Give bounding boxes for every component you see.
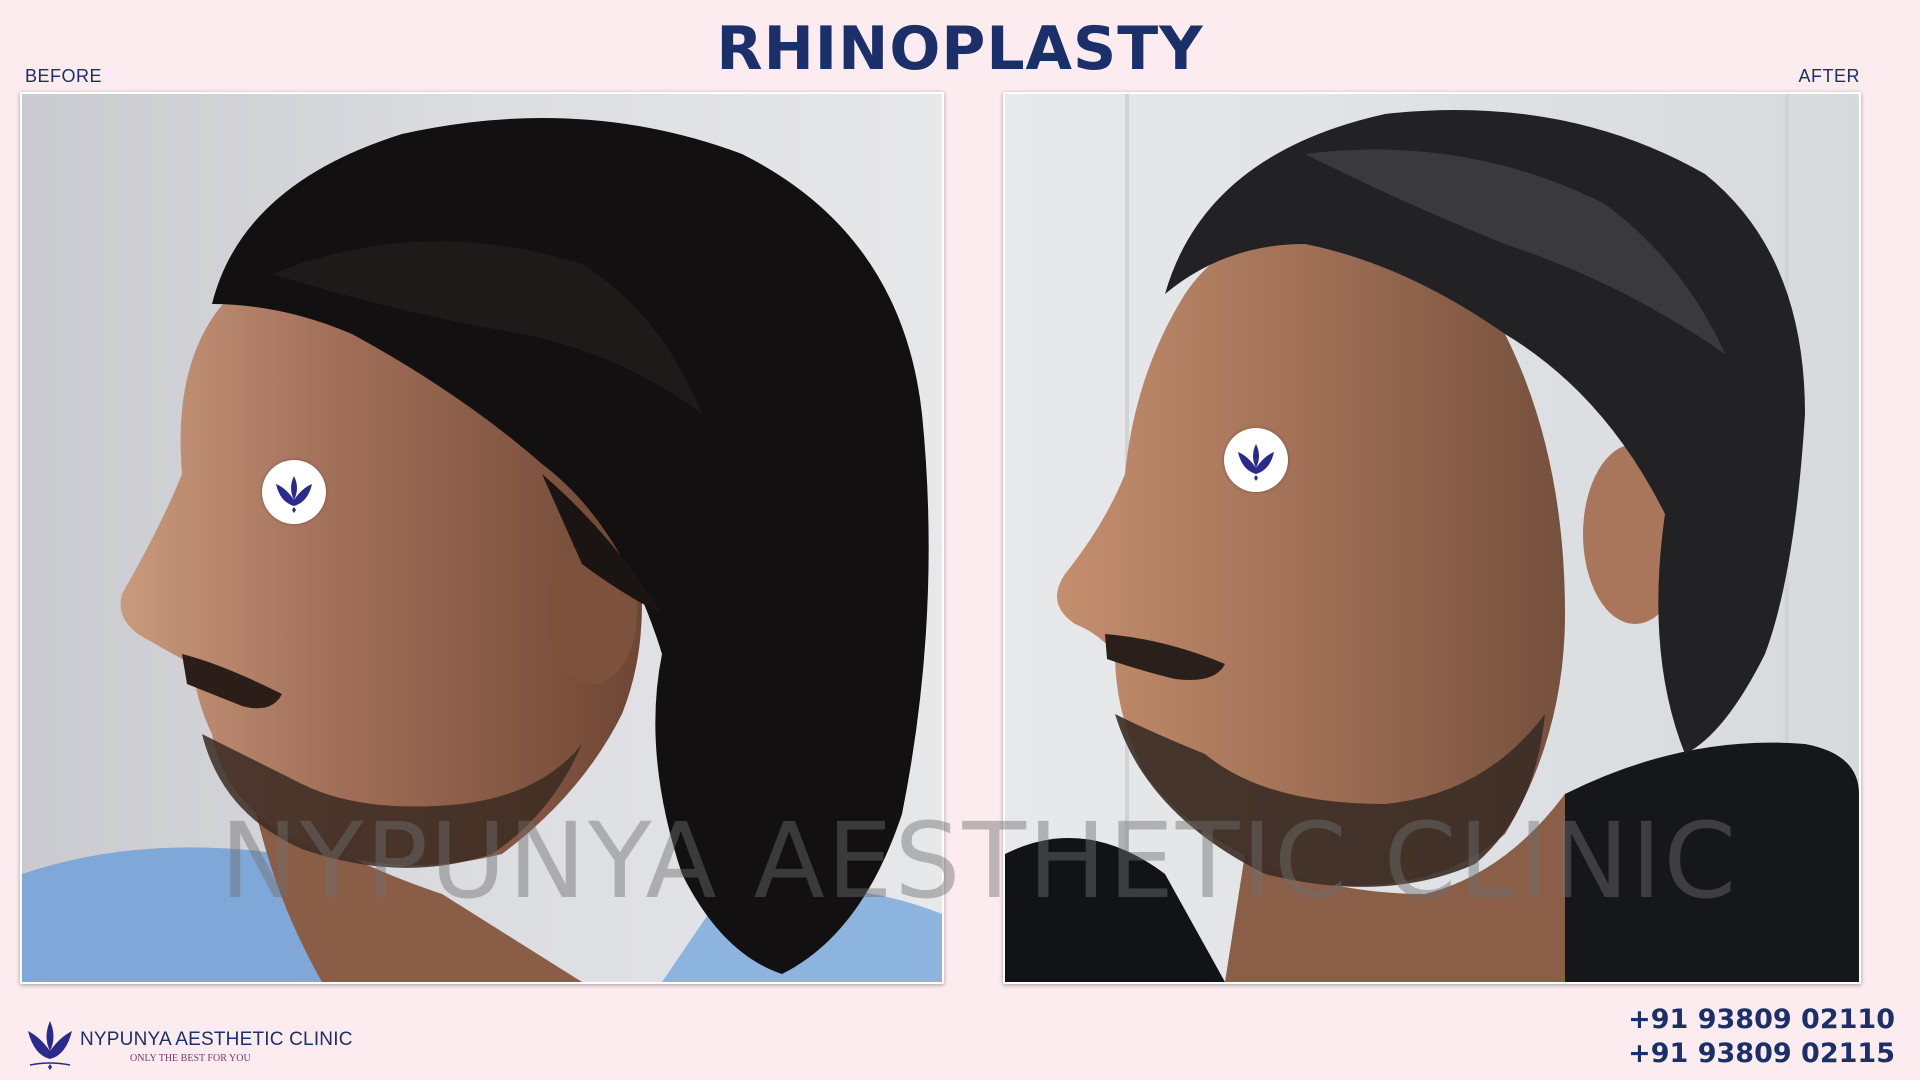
after-photo [1003, 92, 1861, 984]
before-eye-cover-badge [262, 460, 326, 524]
after-eye-cover-badge [1224, 428, 1288, 492]
phone-number[interactable]: +91 93809 02110 [1628, 1004, 1895, 1035]
lotus-icon [1224, 428, 1288, 492]
clinic-brand [24, 1013, 384, 1073]
lotus-icon [262, 460, 326, 524]
before-photo [20, 92, 944, 984]
clinic-watermark: NYPUNYA AESTHETIC CLINIC [220, 800, 1739, 922]
lotus-icon [24, 1013, 76, 1073]
before-photo-illustration [22, 94, 942, 982]
before-label: BEFORE [25, 66, 103, 86]
phone-number[interactable]: +91 93809 02115 [1628, 1038, 1895, 1069]
clinic-name: NYPUNYA AESTHETIC CLINIC [80, 1029, 353, 1050]
contact-phones [1628, 1003, 1895, 1071]
clinic-tagline: ONLY THE BEST FOR YOU [130, 1053, 251, 1064]
after-label: AFTER [1798, 66, 1860, 86]
after-photo-illustration [1005, 94, 1859, 982]
page-title: RHINOPLASTY [716, 14, 1204, 84]
